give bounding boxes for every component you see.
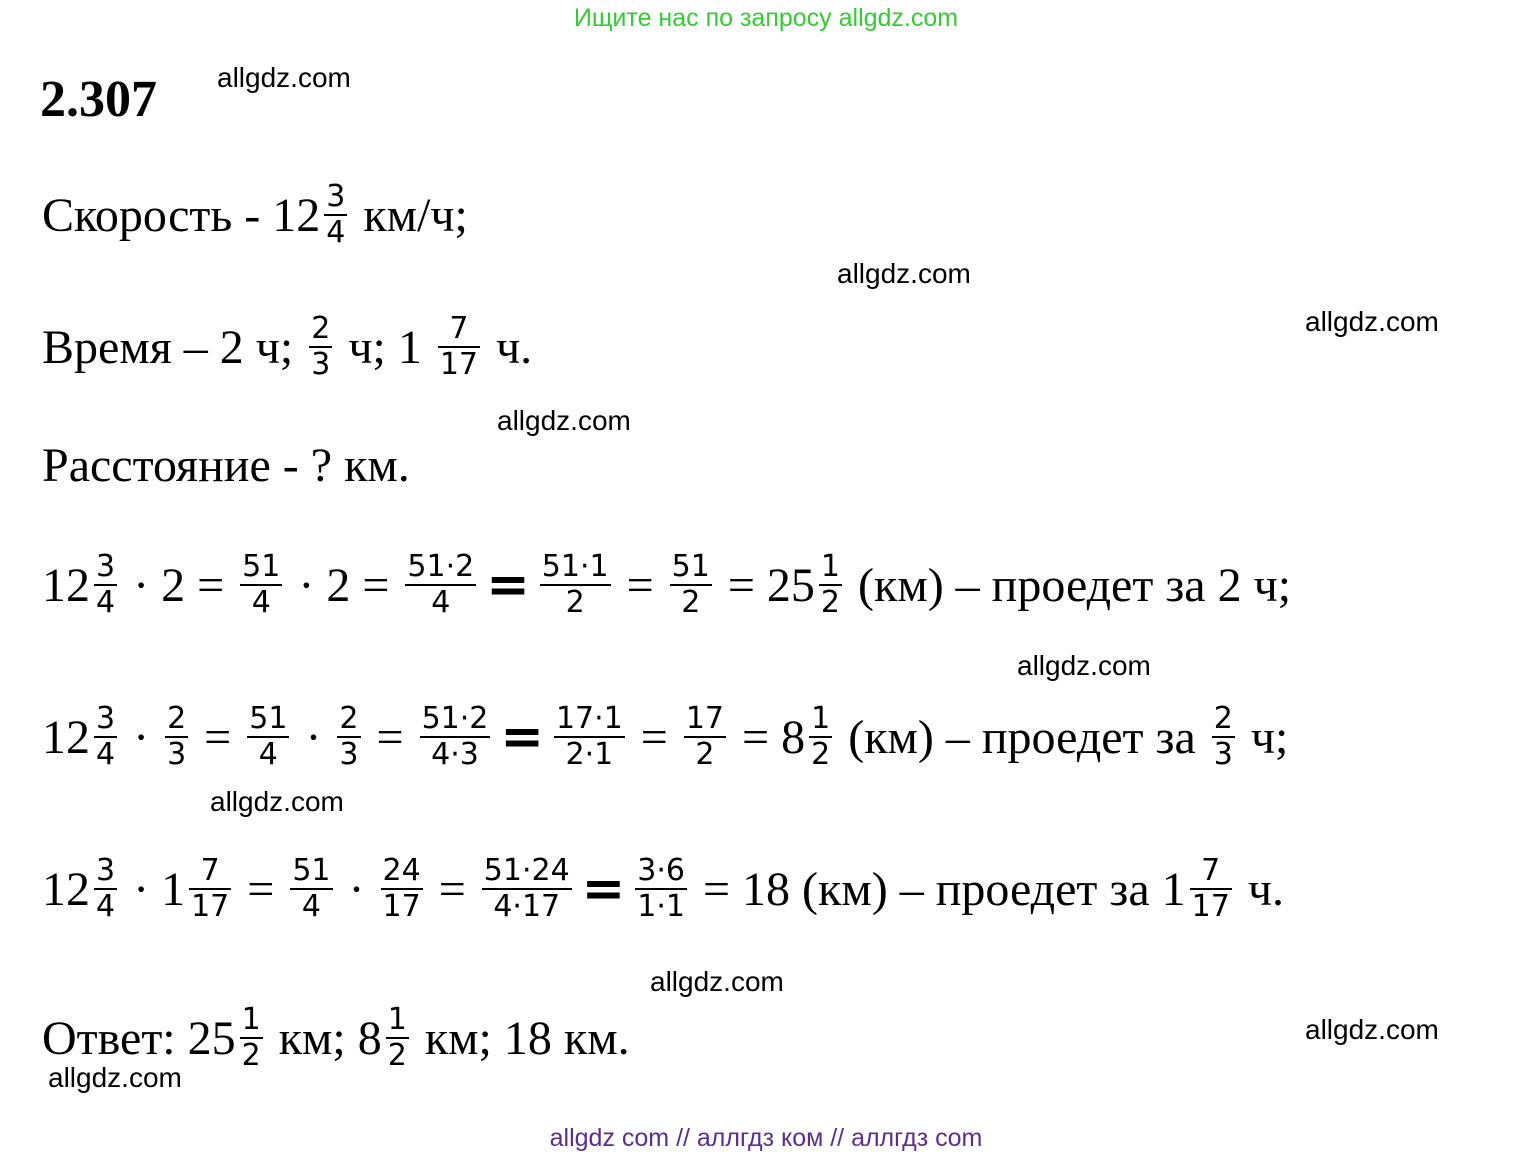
watermark: allgdz.com (650, 966, 784, 997)
denominator: 17 (191, 889, 230, 924)
math-text: Ответ: 25 (42, 1011, 236, 1065)
denominator: 2·1 (565, 737, 614, 772)
math-text: = (581, 859, 626, 919)
numerator: 17·1 (555, 701, 623, 736)
fraction (290, 854, 332, 924)
math-text: = (486, 555, 530, 615)
denominator: 2 (565, 585, 585, 620)
numerator: 3·6 (637, 853, 685, 888)
numerator: 2 (311, 311, 331, 346)
fraction (240, 550, 282, 620)
watermark: allgdz.com (217, 62, 351, 93)
denominator: 4 (96, 889, 116, 924)
watermark: allgdz.com (210, 786, 344, 817)
denominator: 1·1 (637, 889, 685, 924)
math-text: (км) – проедет за (836, 710, 1208, 764)
denominator: 2 (387, 1038, 407, 1073)
numerator: 51·2 (421, 701, 489, 736)
math-text: · (121, 710, 162, 764)
math-text: ч. (484, 320, 533, 374)
math-text: · (293, 710, 334, 764)
math-text: Время – 2 ч; (42, 320, 306, 374)
math-text: · 2 = (286, 558, 402, 612)
math-text: км; 18 км. (412, 1011, 630, 1065)
math-text: км; 8 (266, 1011, 382, 1065)
watermark: allgdz.com (1305, 1014, 1439, 1045)
math-text: ч; (1238, 710, 1289, 764)
denominator: 17 (439, 347, 479, 382)
denominator: 3 (339, 737, 359, 772)
math-text: = (426, 862, 478, 916)
math-text: 12 (42, 862, 90, 916)
math-text: = 8 (730, 710, 806, 764)
denominator: 4·3 (431, 737, 479, 772)
watermark: allgdz.com (837, 258, 971, 289)
numerator: 17 (685, 701, 725, 736)
denominator: 4 (326, 215, 346, 250)
numerator: 51 (242, 549, 281, 584)
fraction (482, 854, 572, 924)
fraction (386, 1003, 409, 1073)
fraction (240, 1003, 263, 1073)
denominator: 4 (251, 585, 271, 620)
numerator: 1 (241, 1002, 261, 1037)
fraction (670, 550, 712, 620)
fraction (189, 854, 231, 924)
denominator: 2 (820, 585, 841, 620)
math-text: Расстояние - ? км. (42, 438, 410, 492)
denominator: 17 (382, 889, 421, 924)
equation-3 (42, 834, 1284, 944)
numerator: 24 (382, 853, 421, 888)
math-text: = (628, 710, 680, 764)
math-text: = (364, 710, 416, 764)
numerator: 51·1 (541, 549, 609, 584)
math-text: = (235, 862, 287, 916)
numerator: 7 (449, 311, 469, 346)
numerator: 51·24 (483, 853, 570, 888)
fraction (165, 702, 188, 772)
fraction (94, 550, 117, 620)
denominator: 4 (258, 737, 278, 772)
denominator: 4·17 (493, 889, 561, 924)
numerator: 3 (96, 701, 116, 736)
denominator: 3 (1213, 737, 1233, 772)
math-text: · 2 = (121, 558, 237, 612)
bottom-banner: allgdz com // аллгдз ком // аллгдз com (549, 1124, 983, 1152)
watermark: allgdz.com (1017, 650, 1151, 681)
fraction (309, 312, 332, 382)
fraction (420, 702, 491, 772)
denominator: 3 (311, 347, 331, 382)
fraction (1190, 854, 1232, 924)
fraction (94, 854, 117, 924)
denominator: 4 (431, 585, 451, 620)
denominator: 3 (167, 737, 187, 772)
fraction (1212, 702, 1235, 772)
denominator: 4 (96, 585, 116, 620)
time-line (42, 292, 532, 402)
math-text: = (500, 707, 544, 767)
denominator: 2 (241, 1038, 261, 1073)
numerator: 51 (249, 701, 288, 736)
fraction (381, 854, 423, 924)
numerator: 51·2 (407, 549, 475, 584)
denominator: 2 (811, 737, 831, 772)
fraction (94, 702, 117, 772)
numerator: 7 (1201, 853, 1221, 888)
numerator: 1 (387, 1002, 407, 1037)
math-text: ч; 1 (336, 320, 434, 374)
fraction (337, 702, 360, 772)
speed-label: Скорость - 12 (42, 188, 321, 242)
fraction (324, 180, 347, 250)
math-text: 12 (42, 558, 90, 612)
math-text: · 1 (121, 862, 186, 916)
speed-unit: км/ч; (351, 188, 468, 242)
math-text: 12 (42, 710, 90, 764)
numerator: 1 (811, 701, 831, 736)
equation-1 (42, 530, 1291, 640)
fraction (819, 550, 842, 620)
numerator: 2 (167, 701, 187, 736)
numerator: 51 (292, 853, 331, 888)
numerator: 1 (820, 549, 841, 584)
top-banner: Ищите нас по запросу allgdz.com (573, 4, 959, 32)
fraction (540, 550, 611, 620)
numerator: 2 (1213, 701, 1233, 736)
watermark: allgdz.com (497, 405, 631, 436)
denominator: 2 (695, 737, 715, 772)
watermark: allgdz.com (1305, 306, 1439, 337)
fraction (405, 550, 476, 620)
speed-line (42, 160, 468, 270)
math-text: = 25 (715, 558, 815, 612)
denominator: 17 (1191, 889, 1230, 924)
fraction (438, 312, 480, 382)
denominator: 4 (301, 889, 321, 924)
fraction (247, 702, 289, 772)
math-text: ч. (1235, 862, 1284, 916)
fraction (635, 854, 687, 924)
denominator: 2 (681, 585, 701, 620)
numerator: 51 (671, 549, 710, 584)
distance-line (42, 410, 410, 520)
fraction (684, 702, 726, 772)
numerator: 3 (96, 549, 116, 584)
fraction (809, 702, 832, 772)
fraction (554, 702, 625, 772)
numerator: 3 (96, 853, 116, 888)
math-text: = (192, 710, 244, 764)
math-text: = 18 (км) – проедет за 1 (690, 862, 1186, 916)
math-text: = (614, 558, 666, 612)
problem-number: 2.307 (40, 71, 157, 128)
watermark: allgdz.com (48, 1062, 182, 1093)
numerator: 2 (339, 701, 359, 736)
math-text: (км) – проедет за 2 ч; (846, 558, 1292, 612)
numerator: 7 (200, 853, 220, 888)
equation-2 (42, 682, 1288, 792)
math-text: · (336, 862, 377, 916)
numerator: 3 (326, 179, 346, 214)
denominator: 4 (96, 737, 116, 772)
